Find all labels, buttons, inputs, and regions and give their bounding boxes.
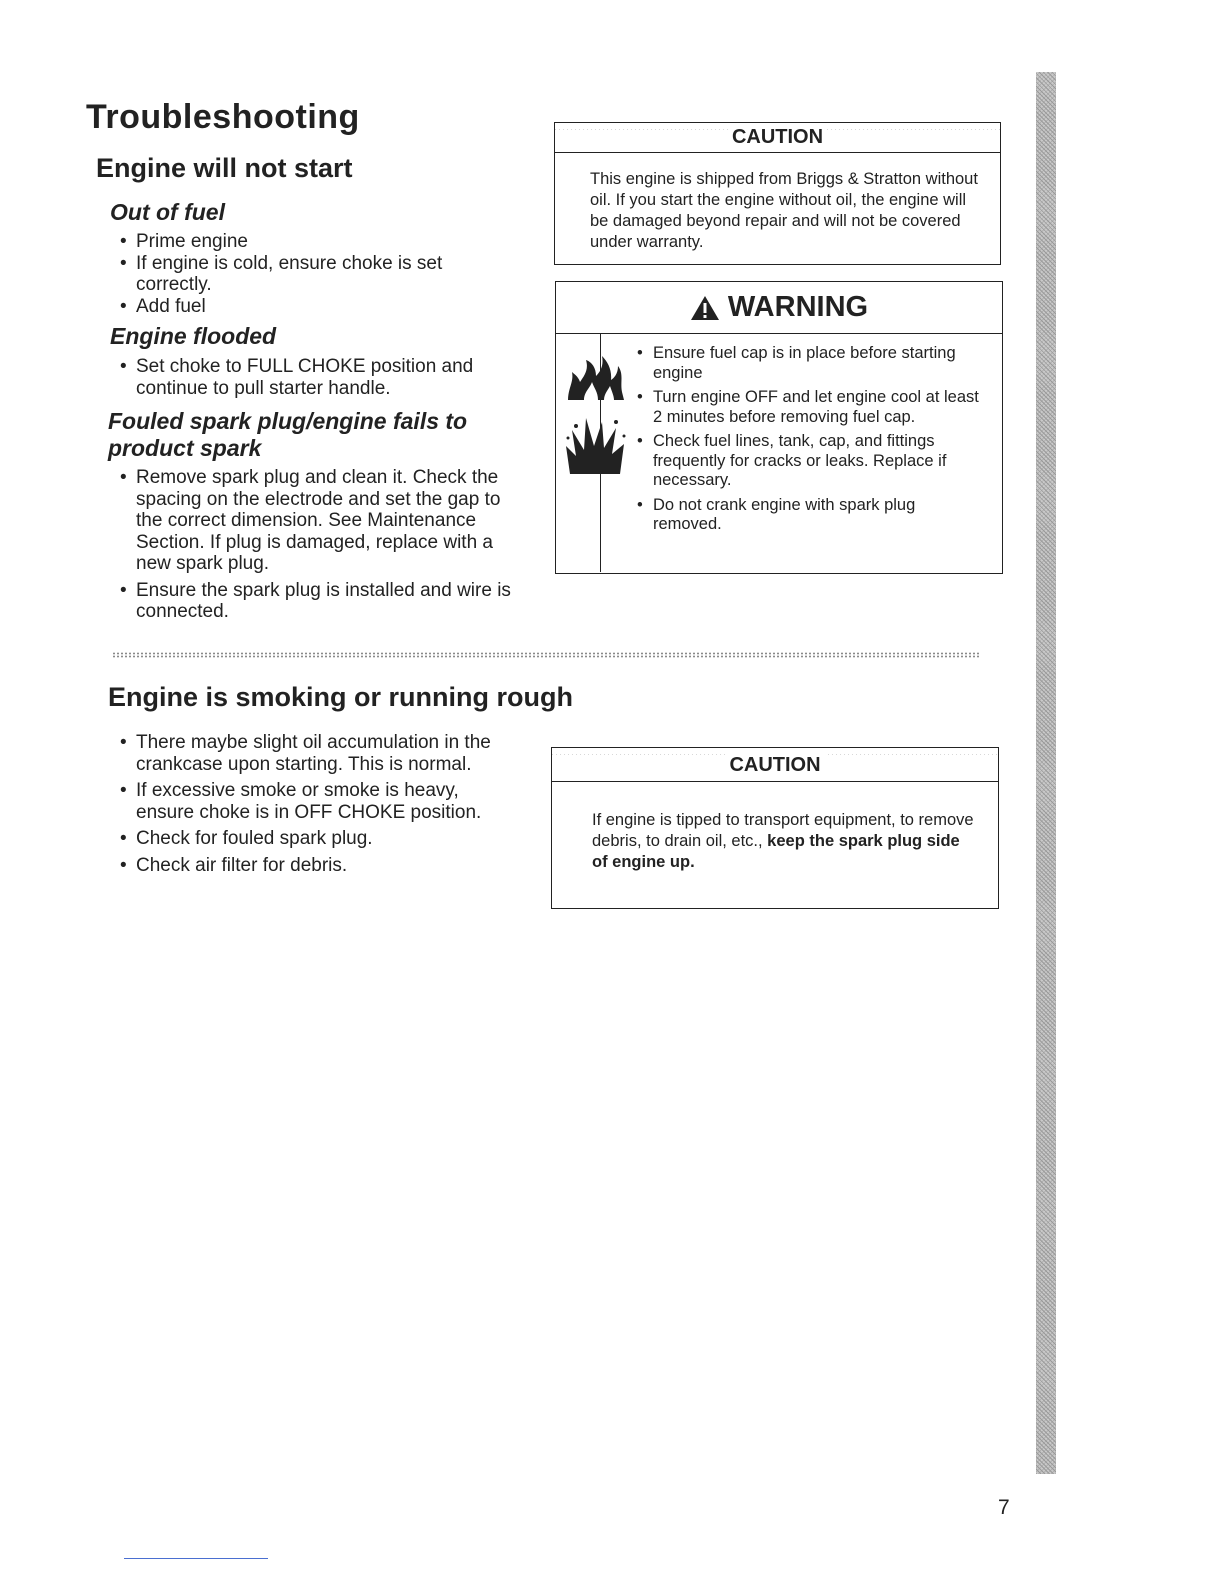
page-title: Troubleshooting	[86, 98, 360, 136]
explosion-hazard-icon	[562, 416, 628, 476]
warning-title: WARNING	[727, 291, 869, 323]
subsection-heading-out-of-fuel: Out of fuel	[110, 199, 225, 225]
section-heading-engine-will-not-start: Engine will not start	[96, 153, 353, 183]
caution-header	[552, 748, 998, 782]
list-item: • Check air filter for debris.	[120, 855, 520, 877]
warning-triangle-icon	[690, 295, 720, 321]
list-item: • Prime engine	[120, 231, 500, 253]
engine-flooded-list	[120, 356, 515, 399]
list-item: • Add fuel	[120, 296, 500, 318]
caution-title: CAUTION	[725, 754, 824, 776]
section-heading-engine-smoking: Engine is smoking or running rough	[108, 682, 573, 712]
engine-smoking-list	[120, 732, 520, 876]
caution-title: CAUTION	[728, 126, 827, 148]
list-item: • If excessive smoke or smoke is heavy, ensure choke is in OFF CHOKE position.	[120, 780, 520, 823]
section-divider	[112, 652, 980, 658]
list-item: • Check for fouled spark plug.	[120, 828, 520, 850]
caution-box-oil	[554, 122, 1001, 265]
subsection-heading-fouled-spark-plug: Fouled spark plug/engine fails to product spark	[108, 408, 468, 461]
warning-header	[556, 282, 1002, 334]
caution-header	[555, 123, 1000, 153]
warning-box-fuel	[555, 281, 1003, 574]
page-number: 7	[998, 1496, 1010, 1519]
out-of-fuel-list	[120, 231, 500, 317]
list-item: • Set choke to FULL CHOKE position and continue to pull starter handle.	[120, 356, 515, 399]
list-item: • Ensure the spark plug is installed and wire is connected.	[120, 580, 520, 623]
list-item: • Check fuel lines, tank, cap, and fittings frequently for cracks or leaks. Replace if necessary.	[637, 432, 988, 491]
hazard-icons-column	[556, 334, 601, 572]
fire-hazard-icon	[564, 352, 628, 402]
list-item: • Turn engine OFF and let engine cool at least 2 minutes before removing fuel cap.	[637, 388, 988, 427]
side-tab-bar	[1036, 72, 1056, 1474]
warning-list	[637, 344, 988, 535]
list-item: • Remove spark plug and clean it. Check the spacing on the electrode and set the gap to the correct dimension. See Maintenance Section. If plug is damaged, replace with a new spark plug.	[120, 467, 520, 575]
list-item: • There maybe slight oil accumulation in the crankcase upon starting. This is normal.	[120, 732, 520, 775]
list-item: • Do not crank engine with spark plug removed.	[637, 496, 988, 535]
caution-text-plain: If engine is tipped to transport equipment, to remove debris, to drain oil, etc.,	[592, 811, 974, 850]
caution-text: This engine is shipped from Briggs & Stratton without oil. If you start the engine without oil, the engine will be damaged beyond repair and will not be covered under warranty.	[590, 170, 978, 251]
caution-text	[552, 782, 998, 873]
list-item: • Ensure fuel cap is in place before starting engine	[637, 344, 988, 383]
subsection-heading-engine-flooded: Engine flooded	[110, 323, 277, 349]
list-item: • If engine is cold, ensure choke is set correctly.	[120, 253, 500, 296]
warning-list-container	[601, 334, 1002, 572]
footer-rule	[124, 1558, 268, 1559]
caution-box-tipping	[551, 747, 999, 909]
caution-text-bold: keep the spark plug side of engine up.	[592, 832, 960, 871]
fouled-spark-plug-list	[120, 467, 520, 623]
